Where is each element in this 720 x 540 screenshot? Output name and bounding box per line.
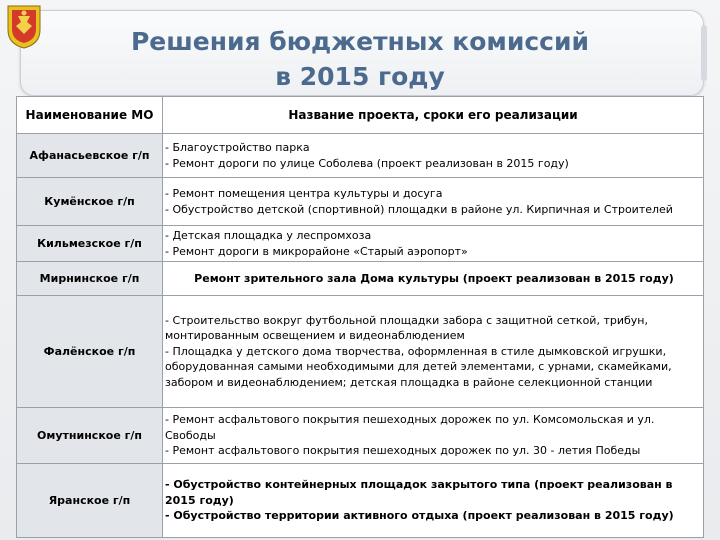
header-project: Название проекта, сроки его реализации [163, 97, 704, 134]
mo-cell: Кумёнское г/п [17, 178, 163, 226]
project-cell: - Строительство вокруг футбольной площадки забора с защитной сеткой, трибун, монтированным освещением и видеонаблюдением - Площадка у детского дома творчества, оформленная в стиле дымковской игрушки, оборудованная самыми необходимыми для детей элементами, с урнами, скамейками, забором и видеонаблюдением; детская площадка в районе селекционной станции [163, 296, 704, 408]
coat-of-arms-icon [6, 4, 42, 50]
mo-cell: Мирнинское г/п [17, 262, 163, 296]
title-line-1: Решения бюджетных комиссий [130, 27, 590, 56]
table-row [17, 262, 704, 296]
project-cell: - Благоустройство парка - Ремонт дороги по улице Соболева (проект реализован в 2015 году) [163, 134, 704, 178]
mo-cell: Кильмезское г/п [17, 226, 163, 262]
project-cell: - Ремонт помещения центра культуры и досуга - Обустройство детской (спортивной) площадки в районе ул. Кирпичная и Строителей [163, 178, 704, 226]
table-row [17, 296, 704, 408]
project-cell: - Детская площадка у леспромхоза - Ремонт дороги в микрорайоне «Старый аэропорт» [163, 226, 704, 262]
table-header-row [17, 97, 704, 134]
mo-cell: Яранское г/п [17, 464, 163, 538]
budget-decisions-table [16, 96, 704, 538]
mo-cell: Афанасьевское г/п [17, 134, 163, 178]
title-line-2: в 2015 году [275, 62, 445, 91]
mo-cell: Фалёнское г/п [17, 296, 163, 408]
page-title [60, 24, 660, 94]
table-row [17, 226, 704, 262]
table-row [17, 464, 704, 538]
mo-cell: Омутнинское г/п [17, 408, 163, 464]
table-row [17, 134, 704, 178]
project-cell: - Ремонт асфальтового покрытия пешеходных дорожек по ул. Комсомольская и ул. Свободы - Ремонт асфальтового покрытия пешеходных дорожек по ул. 30 - летия Победы [163, 408, 704, 464]
table-row [17, 178, 704, 226]
project-cell: - Обустройство контейнерных площадок закрытого типа (проект реализован в 2015 году) - Обустройство территории активного отдыха (проект реализован в 2015 году) [163, 464, 704, 538]
table-row [17, 408, 704, 464]
project-cell: Ремонт зрительного зала Дома культуры (проект реализован в 2015 году) [163, 262, 704, 296]
header-mo: Наименование МО [17, 97, 163, 134]
